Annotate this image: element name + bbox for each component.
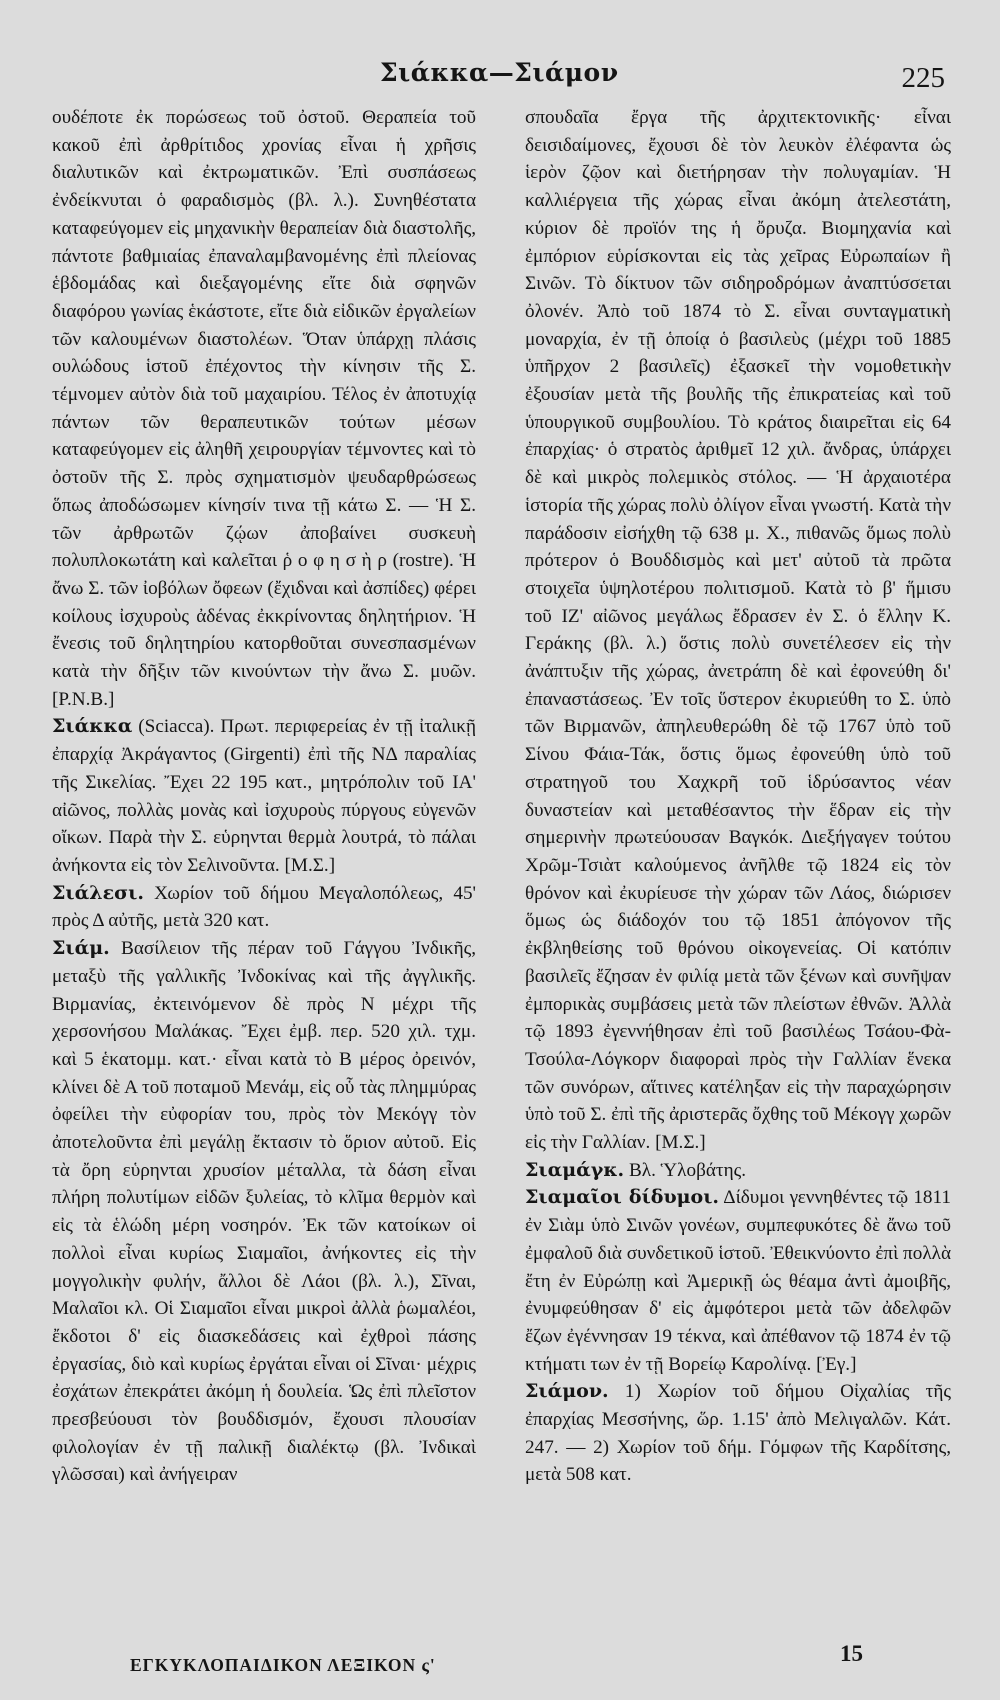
entry-siamang xyxy=(525,1157,951,1185)
entry-headword: Σιάμον. xyxy=(525,1380,609,1403)
entry-body: Χωρίον τοῦ δήμου Μεγαλοπόλεως, 45' πρὸς Δ αὐτῆς, μετὰ 320 κατ. xyxy=(52,882,476,932)
entry-headword: Σιάμ. xyxy=(52,937,110,960)
entry-headword: Σιάλεσι. xyxy=(52,881,144,904)
footer-title: ΕΓΚΥΚΛΟΠΑΙΔΙΚΟΝ ΛΕΞΙΚΟΝ ς' xyxy=(130,1655,436,1675)
entry-body: (Sciacca). Πρωτ. περιφερείας ἐν τῇ ἰταλικῇ ἐπαρχίᾳ Ἀκράγαντος (Girgenti) ἐπὶ τῆς ΝΔ παραλίας τῆς Σικελίας. Ἔχει 22 195 κατ., μητρόπολιν τοῦ ΙΑ' αἰῶνος, πολλὰς μονὰς καὶ ἰσχυροὺς πύργους εὐγενῶν οἴκων. Παρὰ τὴν Σ. εὑρηνται θερμὰ λουτρά, τὸ πάλαι ἀνήκοντα εἰς τὸν Σελινοῦντα. [Μ.Σ.] xyxy=(52,716,476,876)
entry-headword: Σιάκκα xyxy=(52,715,133,738)
entry-body: Βασίλειον τῆς πέραν τοῦ Γάγγου Ἰνδικῆς, μεταξὺ τῆς γαλλικῆς Ἰνδοκίνας καὶ τῆς ἀγγλικῆς. Βιρμανίας, ἐκτεινόμενον δὲ πρὸς Ν μέχρι τῆς χερσονήσου Μαλάκας. Ἔχει ἐμβ. περ. 520 χιλ. τχμ. καὶ 5 ἑκατομμ. κατ.· εἶναι κατὰ τὸ Β μέρος ὀρεινόν, κλίνει δὲ Α τοῦ ποταμοῦ Μενάμ, εἰς οὗ τὰς πλημμύρας ὀφείλει τὴν εὐφορίαν του, πρὸς τὸν Μεκόγγ τὸν ἀποτελοῦντα ἐπὶ μεγάλῃ ἔκτασιν τὸ ὅριον αὐτοῦ. Εἰς τὰ ὄρη εὑρηνται χρυσίον μέταλλα, τὰ δάση εἶναι πλήρη πολυτίμων εἰδῶν ξυλείας, τὸ κλῖμα θερμὸν καὶ εἰς τὰ ἑλώδη μέρη νοσηρόν. Ἐκ τῶν κατοίκων οἱ πολλοὶ εἶναι κυρίως Σιαμαῖοι, ἀνήκοντες εἰς τὴν μογγολικὴν φυλήν, ἄλλοι δὲ Λάοι (βλ. λ.), Σῖναι, Μαλαῖοι κλ. Οἱ Σιαμαῖοι εἶναι μικροὶ ἀλλὰ ῥωμαλέοι, ἔκδοτοι δ' εἰς διασκεδάσεις καὶ ἐχθροὶ πάσης ἐργασίας, διὸ καὶ κυρίως ἐργάται εἶναι οἱ Σῖναι· μέχρις ἐσχάτων ἐπεκράτει ἀκόμη ἡ δουλεία. Ὡς ἐπὶ πλεῖστον πρεσβεύουσι τὸν βουδδισμόν, ἔχουσι πλουσίαν φιλολογίαν ἐν τῇ παλικῇ διαλέκτῳ (βλ. Ἰνδικαὶ γλῶσσαι) καὶ ἀνήγειραν xyxy=(52,938,476,1486)
entry-siam-continued: σπουδαῖα ἔργα τῆς ἀρχιτεκτονικῆς· εἶναι δεισιδαίμονες, ἔχουσι δὲ τὸν λευκὸν ἐλέφαντα ὡς ἱερὸν ζῷον καὶ διετήρησαν τὴν πολυγαμίαν. Ἡ καλλιέργεια τῆς χώρας εἶναι ἀκόμη ἀτελεστάτη, κύριον δὲ προϊόν της ἡ ὄρυζα. Βιομηχανία καὶ ἐμπόριον εὑρίσκονται εἰς τὰς χεῖρας Εὐρωπαίων ἢ Σινῶν. Τὸ δίκτυον τῶν σιδηροδρόμων ἀναπτύσσεται ὀλονέν. Ἀπὸ τοῦ 1874 τὸ Σ. εἶναι συνταγματικὴ μοναρχία, ἐν τῇ ὁποίᾳ ὁ βασιλεὺς (μέχρι τοῦ 1885 ὑπῆρχον 2 βασιλεῖς) ἐξασκεῖ τὴν νομοθετικὴν ἐξουσίαν μετὰ τῆς βουλῆς τῆς ἐπικρατείας καὶ τοῦ ὑπουργικοῦ συμβουλίου. Τὸ κράτος διαιρεῖται εἰς 64 ἐπαρχίας· ὁ στρατὸς ἀριθμεῖ 12 χιλ. ἄνδρας, ὑπάρχει δὲ καὶ μικρὸς πολεμικὸς στόλος. — Ἡ ἀρχαιοτέρα ἱστορία τῆς χώρας πολὺ ὀλίγον εἶναι γνωστή. Κατὰ τὴν παράδοσιν εἰσήχθη τῷ 638 μ. Χ., πιθανῶς ὅμως πολὺ πρότερον ὁ Βουδδισμὸς καὶ μετ' αὐτοῦ τὰ πρῶτα στοιχεῖα ὑψηλοτέρου πολιτισμοῦ. Κατὰ τὸ β' ἥμισυ τοῦ ΙΖ' αἰῶνος μεγάλως ἔδρασεν ἐν Σ. ὁ ἕλλην Κ. Γεράκης (βλ. λ.) ὅστις πολὺ συνετέλεσεν εἰς τὴν ἀνάπτυξιν τῆς χώρας, ἀνετράπη δὲ καὶ ἐφονεύθη δι' ἐπαναστάσεως. Ἐν τοῖς ὕστερον ἐκυριεύθη το Σ. ὑπὸ τῶν Βιρμανῶν, ἀπηλευθερώθη δὲ τῷ 1767 ὑπὸ τοῦ Σίνου Φάια-Τάκ, ὅστις ὅμως ἐφονεύθη ὑπὸ τοῦ στρατηγοῦ του Χαχκρῆ τοῦ ἱδρύσαντος νέαν δυναστείαν καὶ μεταθέσαντος τὴν ἕδραν εἰς τὴν σημερινὴν πρωτεύουσαν Βαγκόκ. Διεξήγαγεν τούτου Χρῶμ-Τσιὰτ καλούμενος ἀνῆλθε τῷ 1824 εἰς τὸν θρόνον καὶ ἐκυρίευσε τὴν χώραν τῶν Λάος, διώρισεν ὅμως ὡς διάδοχόν του τῷ 1851 ἀπόγονον τῆς ἐκβληθείσης τοῦ θρόνου οἰκογενείας. Οἱ κατόπιν βασιλεῖς ἔζησαν ἐν φιλίᾳ μετὰ τῶν ξένων καὶ συνῆψαν ἐμπορικὰς συμβάσεις μετὰ τῶν πλείστων ἐθνῶν. Ἀλλὰ τῷ 1893 ἐγεννήθησαν ἐπὶ τοῦ βασιλέως Τσάου-Φὰ-Τσούλα-Λόγκορν διαφοραὶ πρὸς τὴν Γαλλίαν ἕνεκα τῶν συνόρων, αἵτινες κατέληξαν εἰς τὴν παραχώρησιν ὑπὸ τοῦ Σ. ἐπὶ τῆς ἀριστερᾶς ὄχθης τοῦ Μέκογγ χωρῶν εἰς τὴν Γαλλίαν. [Μ.Σ.] xyxy=(525,107,951,1154)
running-head: Σιάκκα—Σιάμον xyxy=(380,58,619,87)
entry-body: 1) Χωρίον τοῦ δήμου Οἰχαλίας τῆς ἐπαρχίας Μεσσήνης, ὥρ. 1.15' ἀπὸ Μελιγαλῶν. Κάτ. 247. — 2) Χωρίον τοῦ δήμ. Γόμφων τῆς Καρδίτσης, μετὰ 508 κατ. xyxy=(525,1381,951,1486)
entry-siam xyxy=(52,935,476,1489)
left-column xyxy=(52,104,476,1489)
entry-siamon xyxy=(525,1378,951,1489)
page-number: 225 xyxy=(901,62,945,94)
entry-sialesi xyxy=(52,880,476,935)
entry-continuation-body: ουδέποτε ἐκ πορώσεως τοῦ ὀστοῦ. Θεραπεία τοῦ κακοῦ ἐπὶ ἀρθρίτιδος χρονίας εἶναι ἡ χρῆσις διαλυτικῶν καὶ ἐκτρωματικῶν. Ἐπὶ συσπάσεως ἐνδείκνυται ὁ φαραδισμὸς (βλ. λ.). Συνηθέστατα καταφεύγομεν εἰς μηχανικὴν θεραπείαν διὰ διαστολῆς, πάντοτε βαθμιαίας ἐπαναλαμβανομένης ἐπὶ πλείονας ἑβδομάδας καὶ διεξαγομένης εἴτε διὰ σφηνῶν διαφόρου γωνίας ἑκάστοτε, εἴτε διὰ εἰδικῶν ἐργαλείων τῶν καλουμένων διαστολέων. Ὅταν ὑπάρχῃ πλάσις ουλώδους ἱστοῦ ἐπέχοντος τὴν κίνησιν τῆς Σ. τέμνομεν αὐτὸν διὰ τοῦ μαχαιρίου. Τέλος ἐν ἀποτυχίᾳ πάντων τῶν θεραπευτικῶν τούτων μέσων καταφεύγομεν εἰς ἀληθῆ χειρουργίαν τέμνοντες καὶ τὸ ὀστοῦν τῆς Σ. πρὸς σχηματισμὸν ψευδαρθρώσεως ὅπως ἀποδώσωμεν κίνησίν τινα τῇ κάτω Σ. — Ἡ Σ. τῶν ἀρθρωτῶν ζῴων ἀποβαίνει συσκευὴ πολυπλοκωτάτη καὶ καλεῖται ῥ ο φ η σ ὴ ρ (rostre). Ἡ ἄνω Σ. τῶν ἰοβόλων ὄφεων (ἔχιδναι καὶ ἀσπίδες) φέρει κοίλους ἰσχυροὺς ἀδένας ἐκκρίνοντας δηλητήριον. Ἡ ἔνεσις τοῦ δηλητηρίου κατορθοῦται συνεσπασμένων κατὰ τὴν δῆξιν τῶν κινούντων τὴν ἄνω Σ. μυῶν. [Ρ.Ν.Β.] xyxy=(52,107,476,710)
entry-body: Βλ. Ὑλοβάτης. xyxy=(624,1159,747,1181)
sheet-number: 15 xyxy=(840,1641,863,1666)
entry-headword: Σιαμάγκ. xyxy=(525,1158,625,1181)
entry-body: Δίδυμοι γεννηθέντες τῷ 1811 ἐν Σιὰμ ὑπὸ Σινῶν γονέων, συμπεφυκότες δὲ ἄνω τοῦ ἐμφαλοῦ διὰ συνδετικοῦ ἱστοῦ. Ἐθεικνύοντο ἐπὶ πολλὰ ἔτη ἐν Εὐρώπῃ καὶ Ἀμερικῇ ὡς θέαμα ἀντὶ ἀμοιβῆς, ἐνυμφεύθησαν δ' εἰς ἀμφότεροι μετὰ τῶν ἀδελφῶν ἔζων ἐγέννησαν 19 τέκνα, καὶ ἀπέθανον τῷ 1874 ἐν τῷ κτήματι των ἐν τῇ Βορείῳ Καρολίνᾳ. [Ἐγ.] xyxy=(525,1187,951,1375)
entry-headword: Σιαμαῖοι δίδυμοι. xyxy=(525,1186,720,1209)
entry-sciacca xyxy=(52,713,476,879)
right-column xyxy=(525,104,951,1489)
page-header xyxy=(0,58,1000,98)
page-footer xyxy=(0,1641,1000,1685)
entry-siamese-twins xyxy=(525,1184,951,1378)
